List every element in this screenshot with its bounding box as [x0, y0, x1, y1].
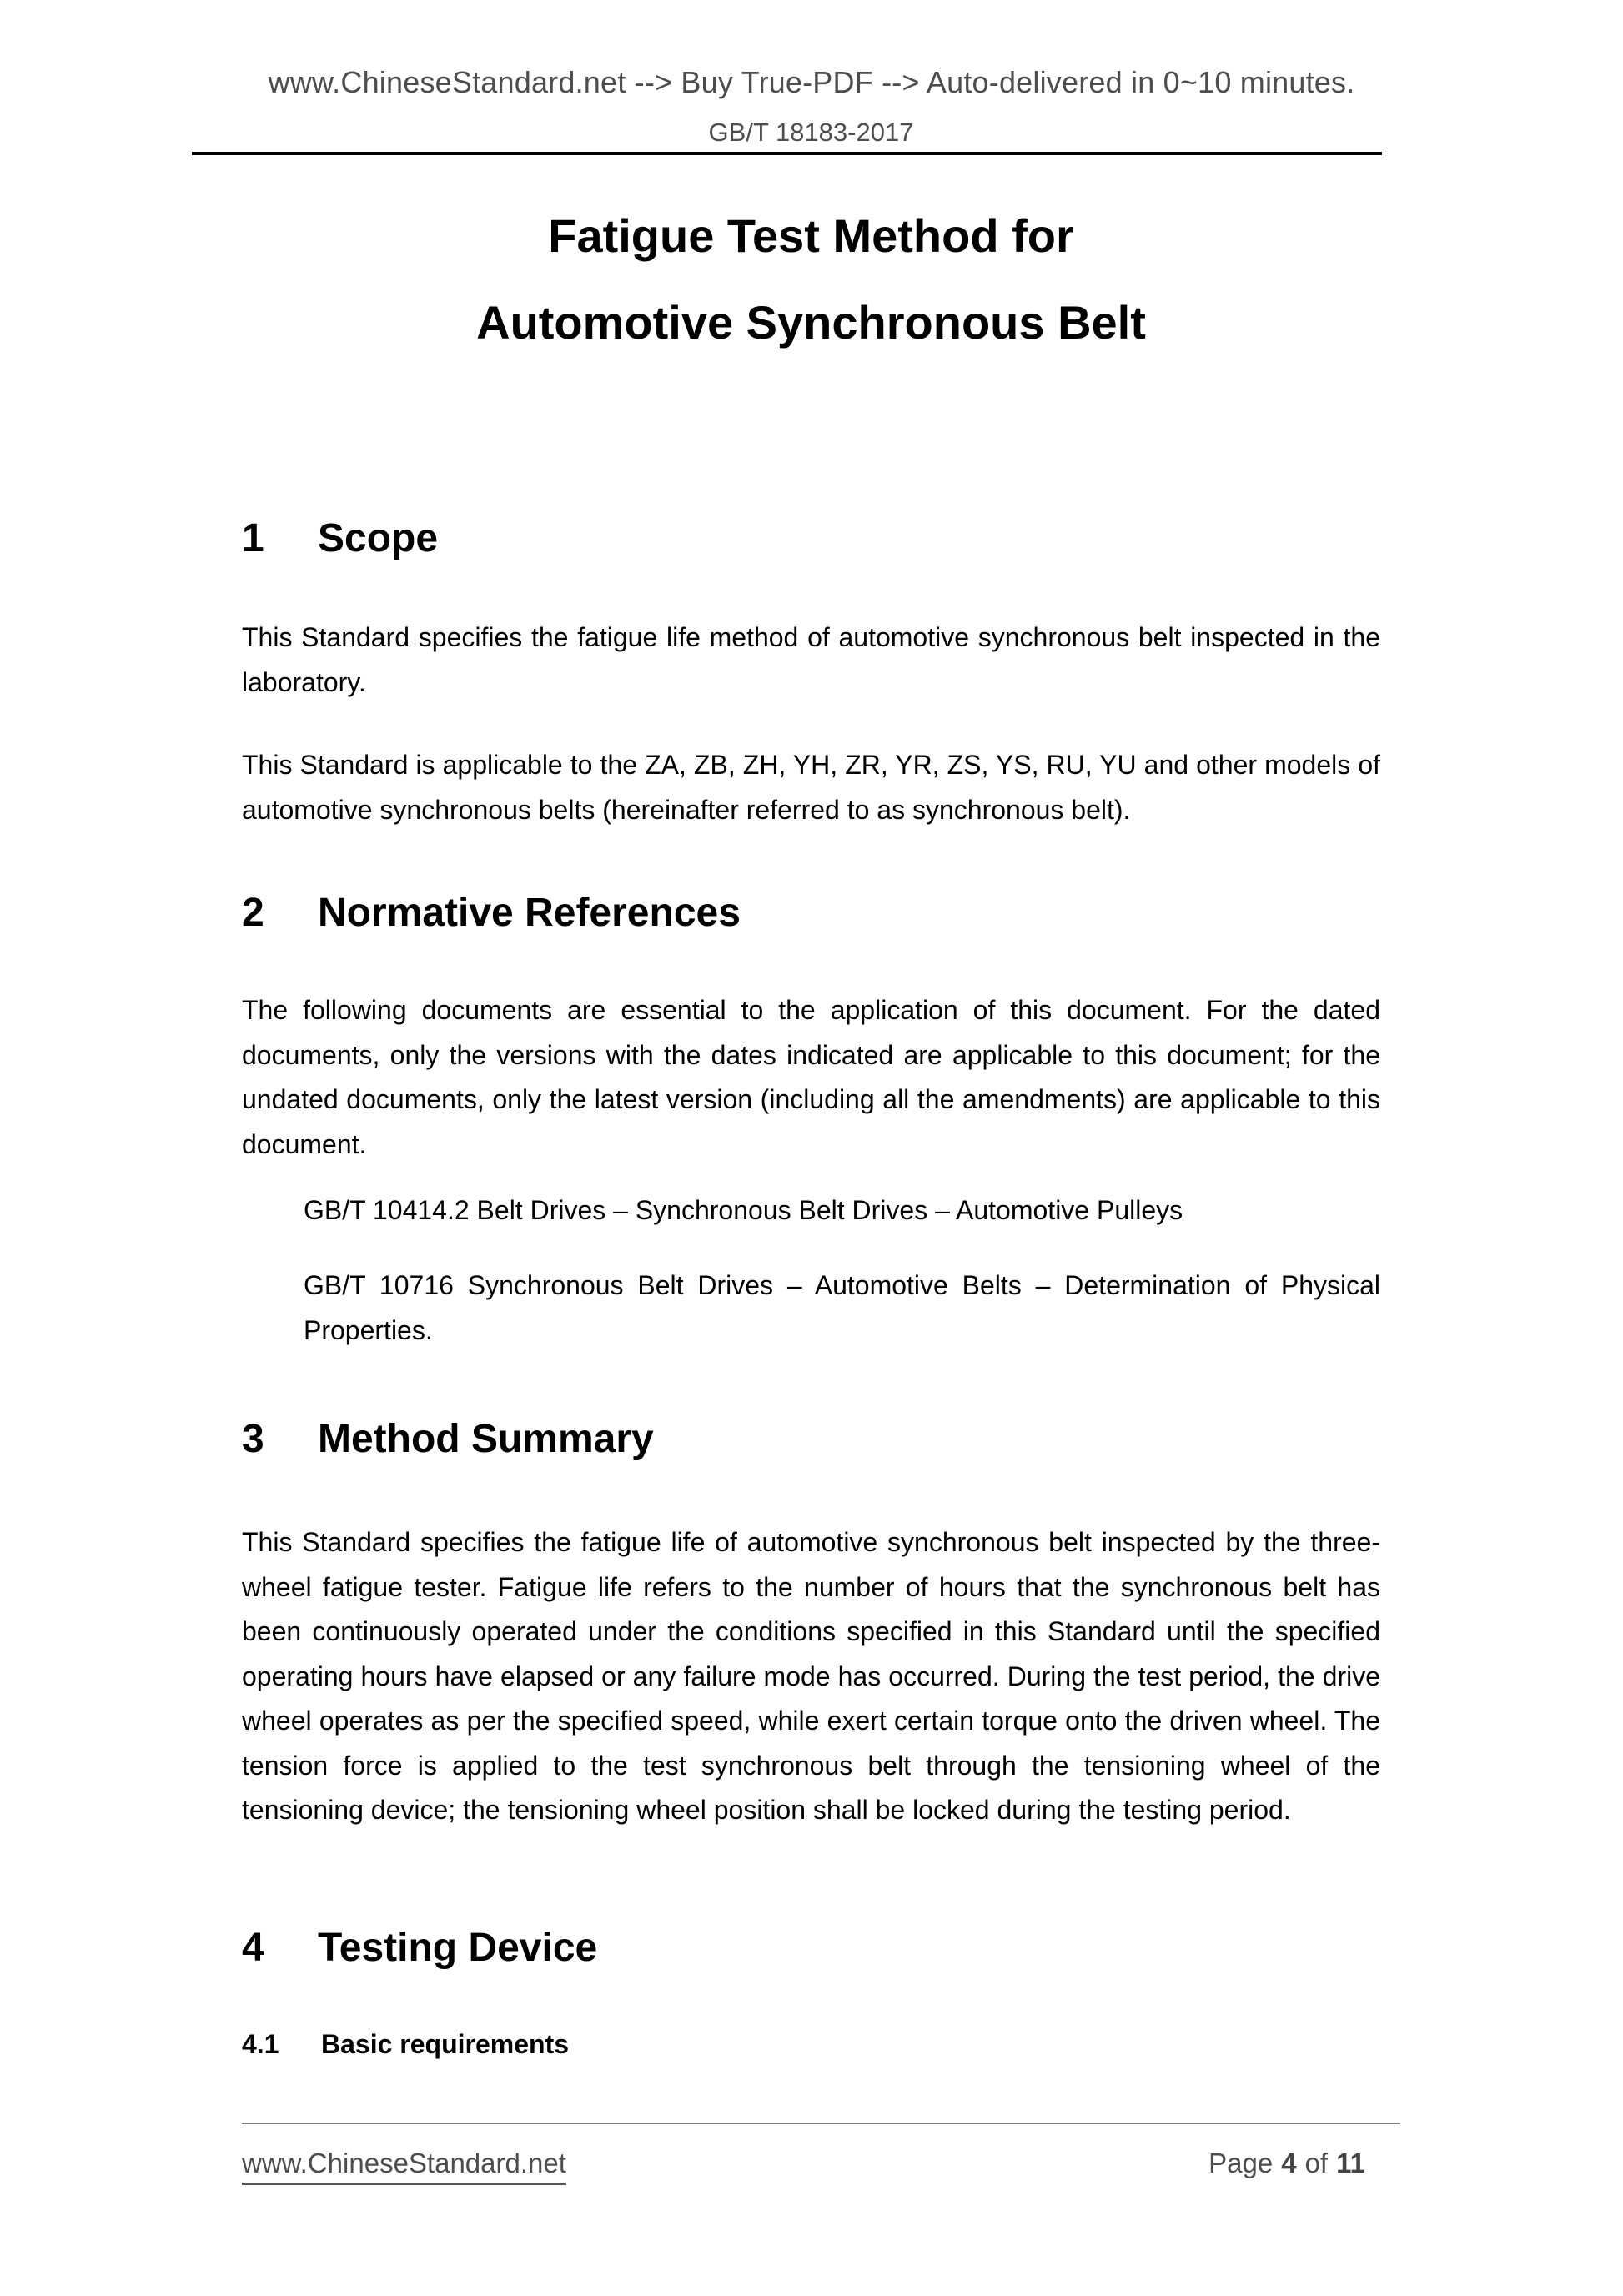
- header-divider: [192, 152, 1382, 155]
- page-indicator-current: 4: [1281, 2148, 1297, 2178]
- section-4-heading: [242, 1924, 597, 1972]
- section-1-number: 1: [242, 516, 264, 560]
- section-3-heading: [242, 1415, 654, 1464]
- footer-divider: [242, 2123, 1400, 2124]
- page-indicator-of: of: [1304, 2148, 1329, 2178]
- standard-code: GB/T 18183-2017: [708, 118, 914, 147]
- header-banner: www.ChineseStandard.net --> Buy True-PDF --> Auto-delivered in 0~10 minutes.: [268, 65, 1355, 99]
- subsection-4-1-title: Basic requirements: [321, 2029, 570, 2059]
- section-1-heading: [242, 515, 438, 563]
- section-2-title: Normative References: [318, 891, 741, 935]
- section-1-title: Scope: [318, 516, 439, 560]
- page-indicator-label: Page: [1208, 2148, 1274, 2178]
- section-2-heading: [242, 889, 741, 937]
- scope-paragraph-1: This Standard specifies the fatigue life method of automotive synchronous belt inspected in the laboratory.: [242, 622, 1380, 697]
- reference-item-1: GB/T 10414.2 Belt Drives – Synchronous Belt Drives – Automotive Pulleys: [304, 1195, 1183, 1225]
- section-4-number: 4: [242, 1926, 264, 1970]
- reference-item-2: GB/T 10716 Synchronous Belt Drives – Automotive Belts – Determination of Physical Properties.: [304, 1270, 1380, 1345]
- document-title-line-1: Fatigue Test Method for: [548, 209, 1074, 262]
- section-3-number: 3: [242, 1417, 264, 1461]
- page-footer: [242, 2147, 1380, 2185]
- normative-references-paragraph: The following documents are essential to the application of this document. For the dated documents, only the versions with the dates indicated are applicable to this document; for the undated documents, only the latest version (including all the amendments) are applicable to this document.: [242, 995, 1380, 1159]
- page-indicator-total: 11: [1336, 2148, 1365, 2178]
- footer-site-link[interactable]: www.ChineseStandard.net: [242, 2147, 566, 2185]
- subsection-4-1-heading: [242, 2027, 569, 2061]
- subsection-4-1-number: 4.1: [242, 2029, 279, 2059]
- page-indicator: [1208, 2147, 1380, 2180]
- section-2-number: 2: [242, 891, 264, 935]
- section-4-title: Testing Device: [318, 1926, 598, 1970]
- document-title: [242, 193, 1380, 366]
- section-3-title: Method Summary: [318, 1417, 654, 1461]
- document-title-line-2: Automotive Synchronous Belt: [476, 296, 1146, 349]
- scope-paragraph-2: This Standard is applicable to the ZA, ZB, ZH, YH, ZR, YR, ZS, YS, RU, YU and other models of automotive synchronous belts (hereinafter referred to as synchronous belt).: [242, 750, 1380, 825]
- method-summary-paragraph: This Standard specifies the fatigue life of automotive synchronous belt inspected by the three-wheel fatigue tester. Fatigue life refers to the number of hours that the synchronous belt has been continuously operated under the conditions specified in this Standard until the specified operating hours have elapsed or any failure mode has occurred. During the test period, the drive wheel operates as per the specified speed, while exert certain torque onto the driven wheel. The tension force is applied to the test synchronous belt through the tensioning wheel of the tensioning device; the tensioning wheel position shall be locked during the testing period.: [242, 1527, 1380, 1825]
